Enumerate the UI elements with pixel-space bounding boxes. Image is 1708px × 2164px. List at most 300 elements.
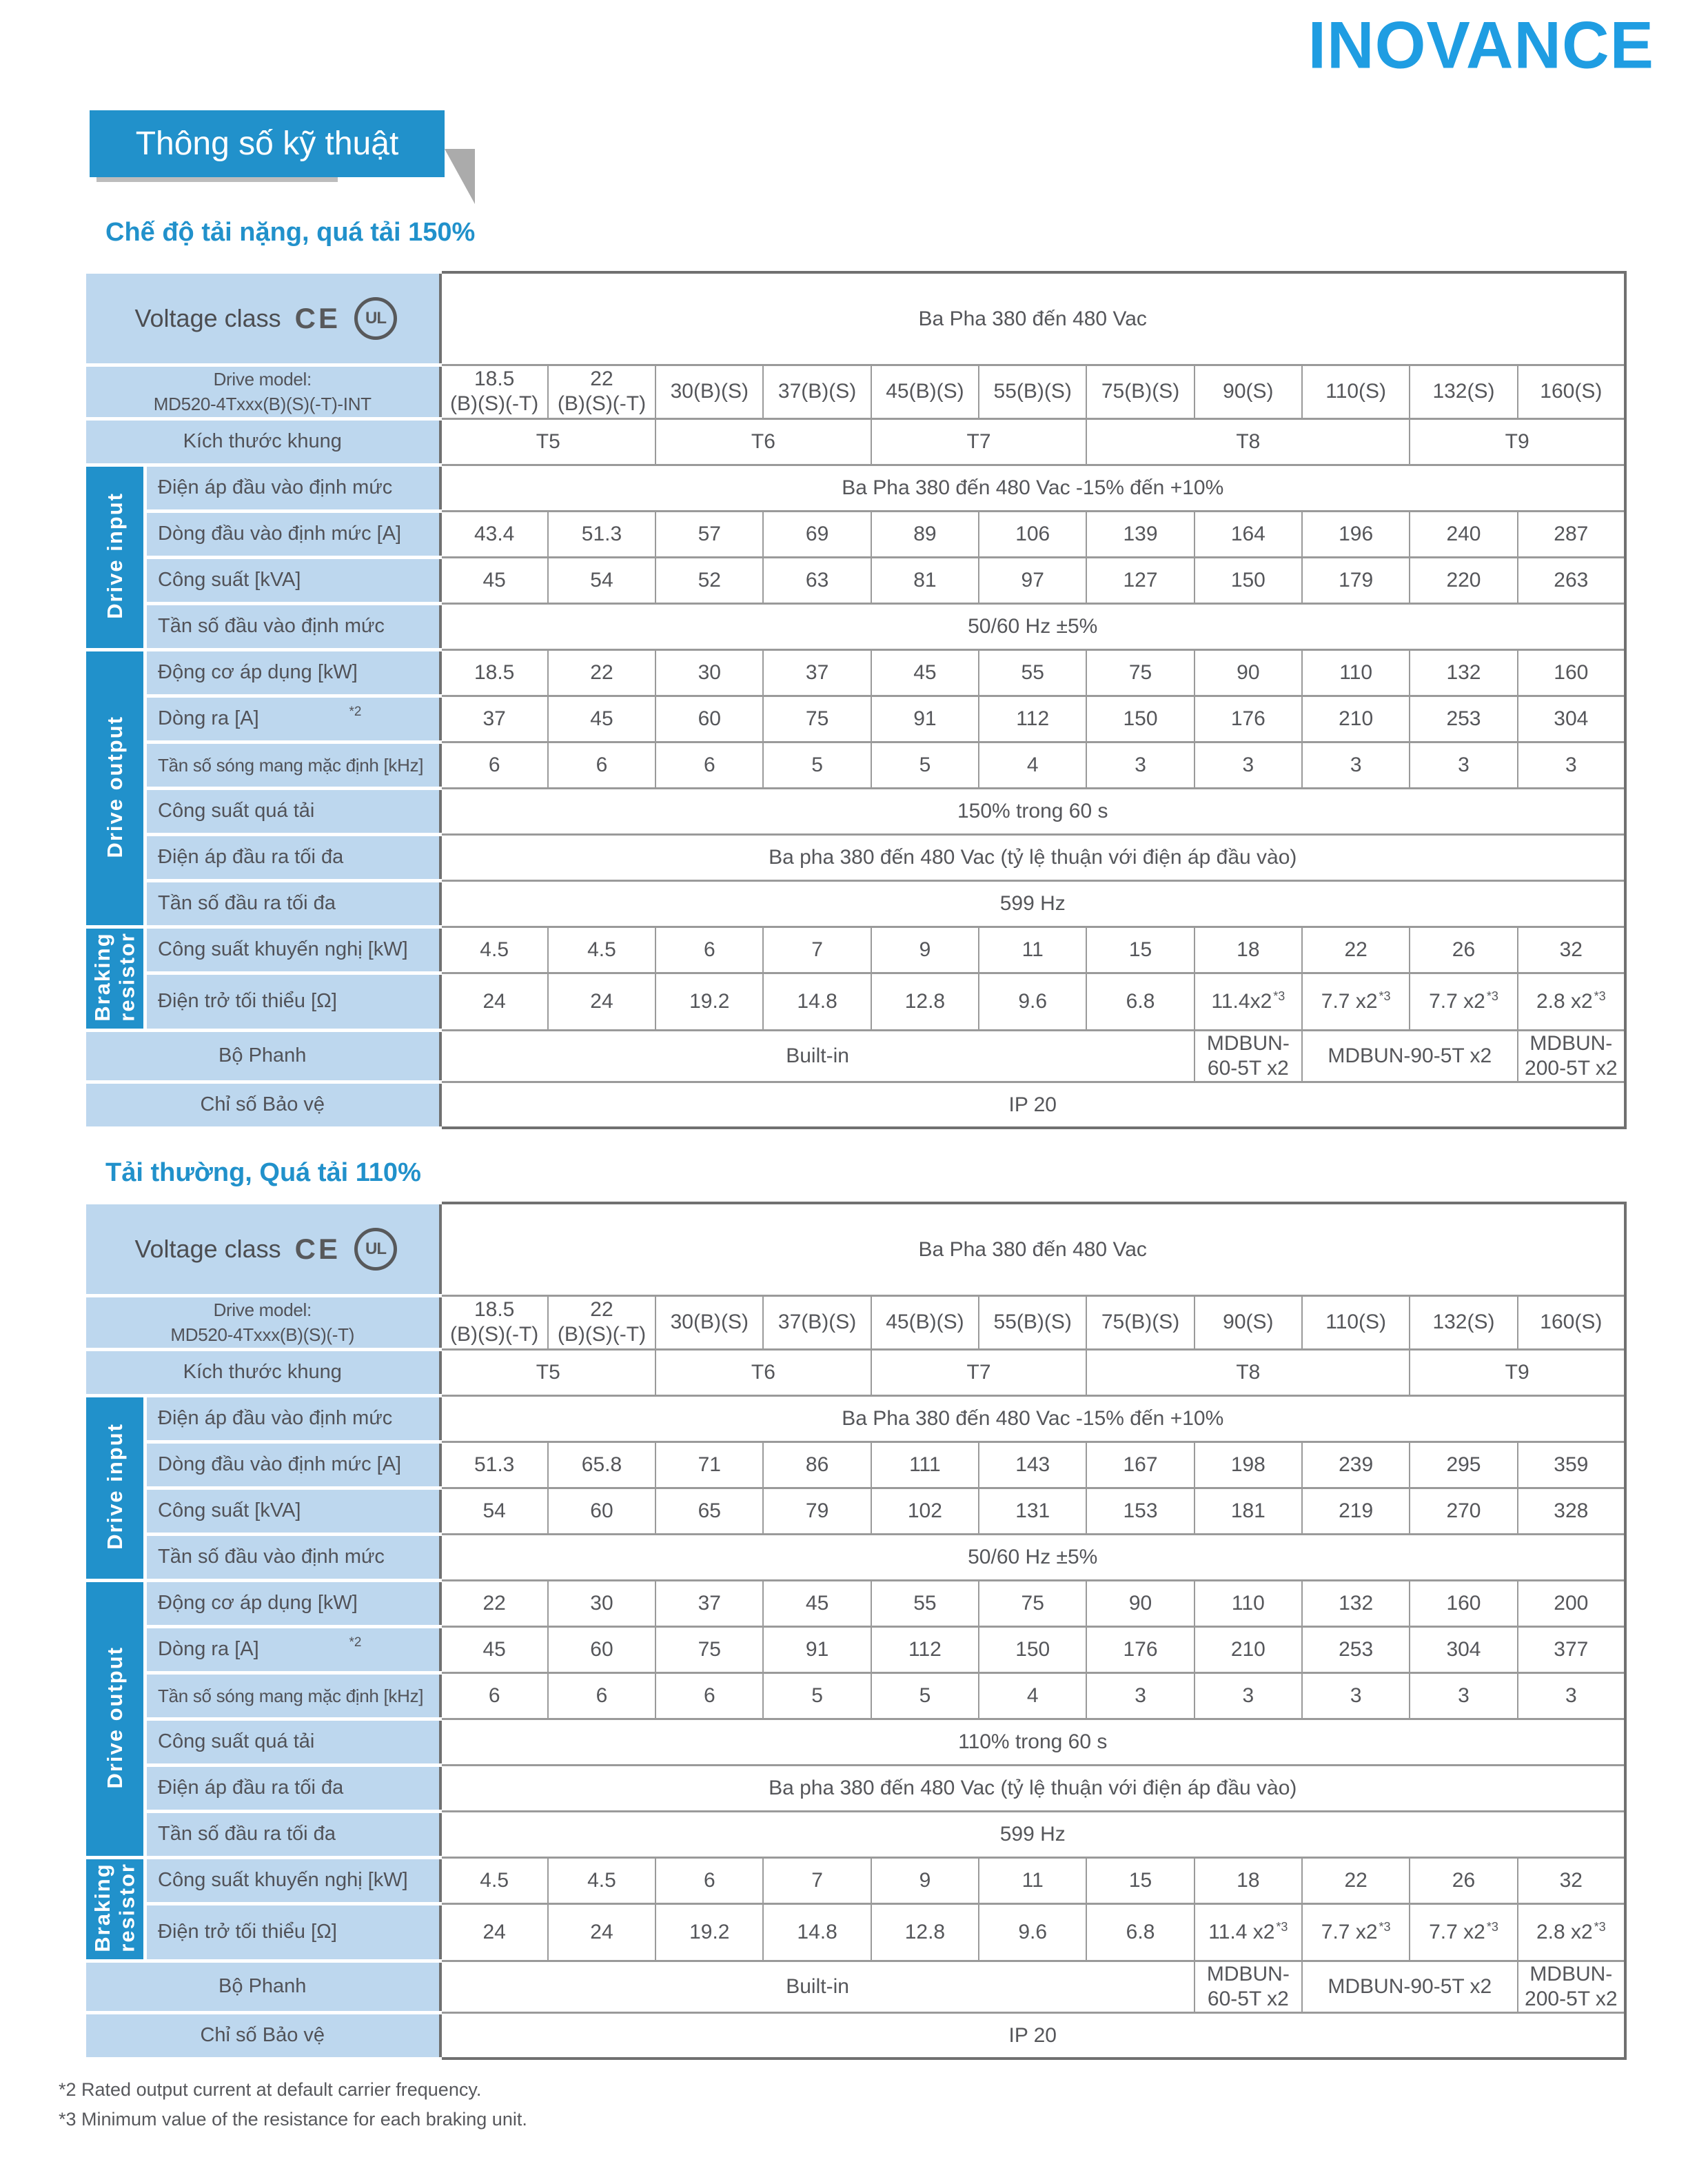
cell-text: T7 — [966, 429, 991, 453]
cell-text: 6.8 — [1126, 989, 1155, 1013]
cell-text: 37 — [805, 660, 829, 684]
spec-cell — [871, 649, 979, 696]
spec-cell — [871, 557, 979, 603]
cell-text: 15 — [1128, 1868, 1152, 1892]
cell-text: MDBUN-90-5T x2 — [1328, 1974, 1492, 1998]
cell-text: 6 — [703, 938, 715, 961]
spec-cell — [1518, 927, 1625, 973]
spec-row — [85, 1903, 1626, 1961]
spec-cell — [1086, 1672, 1194, 1719]
cell-text: 263 — [1554, 568, 1589, 591]
cell-text: 75(B)(S) — [1101, 1311, 1180, 1334]
row-label-text: Kích thước khung — [183, 1361, 342, 1384]
spec-cell — [1302, 1672, 1410, 1719]
spec-cell — [871, 1626, 979, 1672]
row-label-text: Chỉ số Bảo vệ — [200, 1093, 325, 1116]
row-label-text: Drive model: MD520-4Txxx(B)(S)(-T)-INT — [153, 369, 372, 415]
cell-text: T8 — [1236, 429, 1261, 453]
footnotes — [59, 2075, 527, 2134]
row-label-text: Công suất quá tải — [158, 1730, 315, 1753]
footnote-3: *3 Minimum value of the resistance for each braking unit. — [59, 2109, 527, 2130]
cell-text: 5 — [811, 753, 823, 776]
cell-text: 18.5 — [474, 660, 515, 684]
cell-text: 57 — [698, 522, 721, 545]
spec-cell — [1194, 511, 1302, 557]
row-label-text: Chỉ số Bảo vệ — [200, 2024, 325, 2047]
spec-cell — [548, 557, 655, 603]
spec-cell — [1086, 1488, 1194, 1534]
row-label — [145, 1672, 440, 1719]
row-label-text: Tần số sóng mang mặc định [kHz] — [158, 754, 424, 776]
cell-text: 3 — [1242, 1683, 1254, 1707]
spec-cell — [440, 603, 1626, 649]
cell-text: 75 — [1021, 1591, 1044, 1615]
cell-text: 131 — [1015, 1499, 1050, 1522]
spec-cell — [1410, 927, 1517, 973]
cell-text: 3 — [1242, 753, 1254, 776]
cell-text: 102 — [907, 1499, 942, 1522]
cell-text: 7.7 x2 — [1321, 989, 1378, 1013]
spec-row — [85, 511, 1626, 557]
cell-text: 37(B)(S) — [777, 380, 857, 403]
spec-cell — [1086, 1442, 1194, 1488]
cell-text: 111 — [909, 1453, 941, 1476]
cell-text: 9.6 — [1018, 989, 1048, 1013]
section-label — [85, 465, 145, 649]
cell-text: 9.6 — [1018, 1920, 1048, 1943]
heavy-load-heading: Chế độ tải nặng, quá tải 150% — [105, 218, 476, 247]
spec-table — [83, 270, 1627, 1130]
spec-row — [85, 696, 1626, 742]
cell-text: 89 — [913, 522, 937, 545]
row-label-text: Tần số sóng mang mặc định [kHz] — [158, 1685, 424, 1706]
cell-text: 7.7 x2 — [1321, 1920, 1378, 1943]
spec-cell — [1410, 1296, 1517, 1350]
spec-cell — [1410, 1626, 1517, 1672]
cell-text: 55(B)(S) — [993, 380, 1072, 403]
spec-cell — [1302, 973, 1410, 1030]
spec-cell — [1194, 557, 1302, 603]
section-label — [85, 1857, 145, 1961]
spec-cell — [655, 1857, 763, 1903]
spec-cell — [1086, 1296, 1194, 1350]
cell-text: 239 — [1339, 1453, 1374, 1476]
spec-cell — [1194, 1903, 1302, 1961]
cell-text: 240 — [1446, 522, 1481, 545]
cell-text: 45(B)(S) — [886, 380, 964, 403]
cell-text: T6 — [751, 429, 775, 453]
spec-cell — [440, 365, 548, 419]
cell-text: T9 — [1505, 429, 1529, 453]
row-label — [85, 1349, 440, 1395]
section-label-text: Drive output — [102, 1646, 127, 1789]
spec-cell — [1302, 1903, 1410, 1961]
spec-cell — [979, 742, 1086, 788]
spec-cell — [763, 1903, 871, 1961]
row-label-text: Điện áp đầu vào định mức — [158, 476, 393, 499]
row-label — [145, 973, 440, 1030]
spec-cell — [440, 557, 548, 603]
spec-cell — [440, 696, 548, 742]
spec-cell — [1086, 1349, 1410, 1395]
cell-text: 30 — [698, 660, 721, 684]
spec-cell — [1410, 649, 1517, 696]
ul-mark-icon — [354, 297, 397, 340]
spec-cell — [440, 649, 548, 696]
section-label-text: Drive output — [102, 715, 127, 858]
spec-cell — [1302, 557, 1410, 603]
spec-cell — [1194, 1030, 1302, 1082]
spec-cell — [655, 1626, 763, 1672]
spec-cell — [440, 1580, 548, 1626]
row-label — [145, 511, 440, 557]
spec-cell — [871, 365, 979, 419]
spec-cell — [1086, 742, 1194, 788]
cell-text: 24 — [482, 989, 506, 1013]
cell-text: 24 — [482, 1920, 506, 1943]
cell-text: 65 — [698, 1499, 721, 1522]
row-label-text: Điện áp đầu vào định mức — [158, 1407, 393, 1430]
spec-cell — [655, 1580, 763, 1626]
row-label-text: Drive model: MD520-4Txxx(B)(S)(-T) — [170, 1300, 355, 1346]
spec-cell — [1302, 742, 1410, 788]
cell-text: 210 — [1230, 1637, 1265, 1661]
spec-cell — [763, 1672, 871, 1719]
cell-text: 51.3 — [474, 1453, 515, 1476]
row-label — [145, 603, 440, 649]
cell-text: 4.5 — [480, 938, 509, 961]
section-label-text: Drive input — [102, 1422, 127, 1550]
cell-text: 54 — [482, 1499, 506, 1522]
cell-text: 6 — [596, 1683, 608, 1707]
spec-cell — [1302, 1857, 1410, 1903]
spec-cell — [1518, 1030, 1625, 1082]
spec-cell — [1410, 1580, 1517, 1626]
cell-text: 304 — [1554, 707, 1589, 730]
spec-cell — [763, 511, 871, 557]
row-label-text: Động cơ áp dụng [kW] — [158, 661, 358, 684]
spec-cell — [1086, 1580, 1194, 1626]
spec-cell — [1518, 557, 1625, 603]
spec-cell — [1302, 511, 1410, 557]
spec-row — [85, 1349, 1626, 1395]
row-label-text: Dòng đầu vào định mức [A] — [158, 1453, 402, 1476]
spec-row — [85, 365, 1626, 419]
spec-cell — [1410, 365, 1517, 419]
row-label-text: Kích thước khung — [183, 430, 342, 453]
spec-cell — [1518, 1903, 1625, 1961]
spec-cell — [1086, 973, 1194, 1030]
cell-text: 24 — [590, 989, 613, 1013]
cell-text: 55 — [913, 1591, 937, 1615]
spec-cell — [655, 1903, 763, 1961]
spec-cell — [548, 1488, 655, 1534]
row-label — [145, 1903, 440, 1961]
cell-text: 377 — [1554, 1637, 1589, 1661]
cell-text: 43.4 — [474, 522, 515, 545]
cell-text: 6 — [488, 753, 500, 776]
spec-row — [85, 1672, 1626, 1719]
spec-cell — [440, 1811, 1626, 1857]
cell-text: 253 — [1339, 1637, 1374, 1661]
cell-text: IP 20 — [1008, 1093, 1057, 1116]
cell-text: 11 — [1021, 938, 1044, 961]
spec-cell — [655, 1296, 763, 1350]
spec-cell — [655, 973, 763, 1030]
spec-cell — [440, 1961, 1194, 2012]
spec-cell — [440, 973, 548, 1030]
spec-cell — [440, 272, 1626, 365]
spec-cell — [655, 557, 763, 603]
spec-cell — [548, 511, 655, 557]
spec-cell — [440, 834, 1626, 880]
cell-text: 132(S) — [1432, 1311, 1495, 1334]
cell-text: 11.4x2 — [1211, 989, 1272, 1013]
spec-cell — [655, 742, 763, 788]
spec-cell — [1302, 1488, 1410, 1534]
ul-mark-icon — [354, 1228, 397, 1271]
spec-cell — [1302, 1442, 1410, 1488]
row-label — [145, 1488, 440, 1534]
spec-row — [85, 1534, 1626, 1580]
cell-text: 4.5 — [587, 938, 616, 961]
spec-cell — [440, 1082, 1626, 1128]
row-label-text: Công suất khuyến nghị [kW] — [158, 938, 408, 961]
cell-text: 90 — [1237, 660, 1260, 684]
row-label — [145, 1534, 440, 1580]
spec-cell — [1410, 1903, 1517, 1961]
section-label — [85, 1580, 145, 1857]
spec-row — [85, 272, 1626, 365]
spec-row — [85, 1961, 1626, 2012]
cell-text: 65.8 — [581, 1453, 622, 1476]
cell-text: 110 — [1231, 1591, 1265, 1615]
spec-cell — [1086, 649, 1194, 696]
cell-text: 37 — [698, 1591, 721, 1615]
spec-cell — [655, 649, 763, 696]
spec-row — [85, 788, 1626, 834]
spec-cell — [655, 1488, 763, 1534]
cell-text: 32 — [1559, 938, 1583, 961]
spec-cell — [979, 1580, 1086, 1626]
cell-text: 160(S) — [1540, 1311, 1603, 1334]
spec-cell — [440, 1488, 548, 1534]
cell-text: 22 — [1344, 938, 1368, 961]
spec-cell — [1194, 1672, 1302, 1719]
spec-cell — [979, 927, 1086, 973]
spec-row — [85, 603, 1626, 649]
spec-cell — [1302, 1626, 1410, 1672]
row-label-text: Tần số đầu ra tối đa — [158, 892, 336, 915]
spec-row — [85, 418, 1626, 465]
cell-text: 179 — [1339, 568, 1374, 591]
spec-row — [85, 1442, 1626, 1488]
cell-text: 18.5 (B)(S)(-T) — [450, 1298, 539, 1346]
spec-cell — [1194, 927, 1302, 973]
spec-cell — [1302, 1030, 1518, 1082]
spec-cell — [440, 1349, 656, 1395]
cell-superscript: *3 — [1273, 989, 1285, 1003]
cell-text: 24 — [590, 1920, 613, 1943]
cell-text: 127 — [1123, 568, 1158, 591]
spec-cell — [979, 365, 1086, 419]
row-label-text: Bộ Phanh — [218, 1975, 307, 1998]
cell-text: MDBUN- 60-5T x2 — [1206, 1962, 1290, 2010]
cell-text: 3 — [1565, 1683, 1577, 1707]
cell-text: 6 — [703, 1683, 715, 1707]
spec-row — [85, 1296, 1626, 1350]
row-label — [145, 1857, 440, 1903]
spec-cell — [1518, 1961, 1625, 2012]
row-label-text: Công suất quá tải — [158, 800, 315, 822]
cell-text: 599 Hz — [999, 891, 1066, 915]
cell-text: 18 — [1237, 938, 1260, 961]
row-label-text: Tần số đầu vào định mức — [158, 1546, 385, 1568]
spec-cell — [871, 927, 979, 973]
cell-text: T5 — [536, 429, 560, 453]
row-label-text: Dòng ra [A] — [158, 1638, 259, 1661]
cell-text: Ba Pha 380 đến 480 Vac — [918, 307, 1147, 330]
spec-cell — [1302, 649, 1410, 696]
cell-text: Ba pha 380 đến 480 Vac (tỷ lệ thuận với điện áp đầu vào) — [769, 845, 1297, 869]
spec-cell — [655, 1672, 763, 1719]
spec-cell — [1518, 1296, 1625, 1350]
row-label — [85, 1203, 440, 1296]
cell-text: 176 — [1230, 707, 1265, 730]
cell-text: 304 — [1446, 1637, 1481, 1661]
row-label — [85, 1961, 440, 2012]
ul-mark-text: UL — [365, 1240, 386, 1258]
spec-cell — [440, 742, 548, 788]
cell-text: 6 — [488, 1683, 500, 1707]
cell-text: 106 — [1015, 522, 1050, 545]
spec-row — [85, 834, 1626, 880]
spec-cell — [1086, 511, 1194, 557]
cell-text: Ba Pha 380 đến 480 Vac -15% đến +10% — [842, 1406, 1224, 1430]
cell-text: 150 — [1015, 1637, 1050, 1661]
spec-cell — [548, 1296, 655, 1350]
cell-text: 210 — [1339, 707, 1374, 730]
spec-cell — [1302, 696, 1410, 742]
cell-text: 60 — [590, 1637, 613, 1661]
cell-text: 270 — [1446, 1499, 1481, 1522]
cell-text: 295 — [1446, 1453, 1481, 1476]
cell-superscript: *3 — [1379, 989, 1391, 1003]
cell-superscript: *3 — [1379, 1919, 1391, 1934]
cell-text: 4.5 — [480, 1868, 509, 1892]
spec-cell — [1518, 1626, 1625, 1672]
row-label — [85, 1082, 440, 1128]
spec-cell — [655, 418, 871, 465]
spec-cell — [871, 1580, 979, 1626]
spec-cell — [440, 1296, 548, 1350]
cell-text: 110% trong 60 s — [958, 1730, 1108, 1753]
cell-text: Built-in — [786, 1044, 849, 1067]
cell-text: 14.8 — [797, 989, 837, 1013]
spec-cell — [548, 1580, 655, 1626]
ce-mark-icon: CE — [294, 302, 340, 334]
spec-cell — [1302, 1296, 1410, 1350]
spec-cell — [1302, 1580, 1410, 1626]
section-label-text: Braking resistor — [90, 931, 139, 1022]
row-label — [145, 465, 440, 511]
ce-mark-icon: CE — [294, 1233, 340, 1265]
cell-text: 22 — [1344, 1868, 1368, 1892]
spec-cell — [655, 1349, 871, 1395]
row-label-superscript: *2 — [349, 1635, 362, 1650]
cell-text: 3 — [1350, 1683, 1362, 1707]
cell-text: 9 — [919, 1868, 931, 1892]
spec-cell — [440, 1030, 1194, 1082]
spec-cell — [440, 1857, 548, 1903]
spec-cell — [548, 1857, 655, 1903]
cell-text: 18.5 (B)(S)(-T) — [450, 367, 539, 416]
spec-row — [85, 1811, 1626, 1857]
spec-cell — [763, 1296, 871, 1350]
spec-cell — [548, 1672, 655, 1719]
spec-row — [85, 1203, 1626, 1296]
spec-row — [85, 880, 1626, 927]
spec-cell — [1410, 1857, 1517, 1903]
row-label — [85, 1296, 440, 1350]
cell-text: 91 — [805, 1637, 829, 1661]
cell-text: 75(B)(S) — [1101, 380, 1180, 403]
row-label-text: Công suất [kVA] — [158, 1499, 301, 1522]
spec-cell — [1194, 1857, 1302, 1903]
spec-cell — [440, 1626, 548, 1672]
spec-cell — [979, 511, 1086, 557]
spec-cell — [655, 927, 763, 973]
cell-text: 143 — [1015, 1453, 1050, 1476]
cell-text: 45 — [482, 568, 506, 591]
cell-superscript: *3 — [1276, 1919, 1288, 1934]
cell-text: Ba Pha 380 đến 480 Vac -15% đến +10% — [842, 476, 1224, 499]
cell-text: 132 — [1446, 660, 1481, 684]
cell-text: 45 — [913, 660, 937, 684]
spec-cell — [548, 365, 655, 419]
row-label — [145, 1719, 440, 1765]
spec-cell — [1410, 1488, 1517, 1534]
cell-text: 132 — [1339, 1591, 1374, 1615]
spec-cell — [1518, 1488, 1625, 1534]
spec-cell — [1518, 365, 1625, 419]
cell-text: 11 — [1021, 1868, 1044, 1892]
row-label-text: Tần số đầu vào định mức — [158, 615, 385, 638]
cell-text: 219 — [1339, 1499, 1374, 1522]
spec-cell — [1194, 973, 1302, 1030]
spec-cell — [548, 1626, 655, 1672]
row-label-text: Dòng ra [A] — [158, 707, 259, 730]
spec-cell — [1410, 742, 1517, 788]
row-label — [145, 696, 440, 742]
spec-cell — [979, 1903, 1086, 1961]
spec-cell — [1302, 1961, 1518, 2012]
cell-text: 110 — [1339, 660, 1373, 684]
cell-text: 54 — [590, 568, 613, 591]
spec-cell — [440, 1203, 1626, 1296]
spec-cell — [440, 927, 548, 973]
spec-cell — [548, 649, 655, 696]
cell-text: 200 — [1554, 1591, 1589, 1615]
cell-text: 6 — [703, 753, 715, 776]
cell-text: 112 — [1016, 707, 1050, 730]
cell-text: 50/60 Hz ±5% — [968, 614, 1098, 638]
spec-cell — [1518, 696, 1625, 742]
spec-cell — [871, 696, 979, 742]
cell-text: 5 — [919, 1683, 931, 1707]
cell-text: 32 — [1559, 1868, 1583, 1892]
spec-cell — [763, 1626, 871, 1672]
